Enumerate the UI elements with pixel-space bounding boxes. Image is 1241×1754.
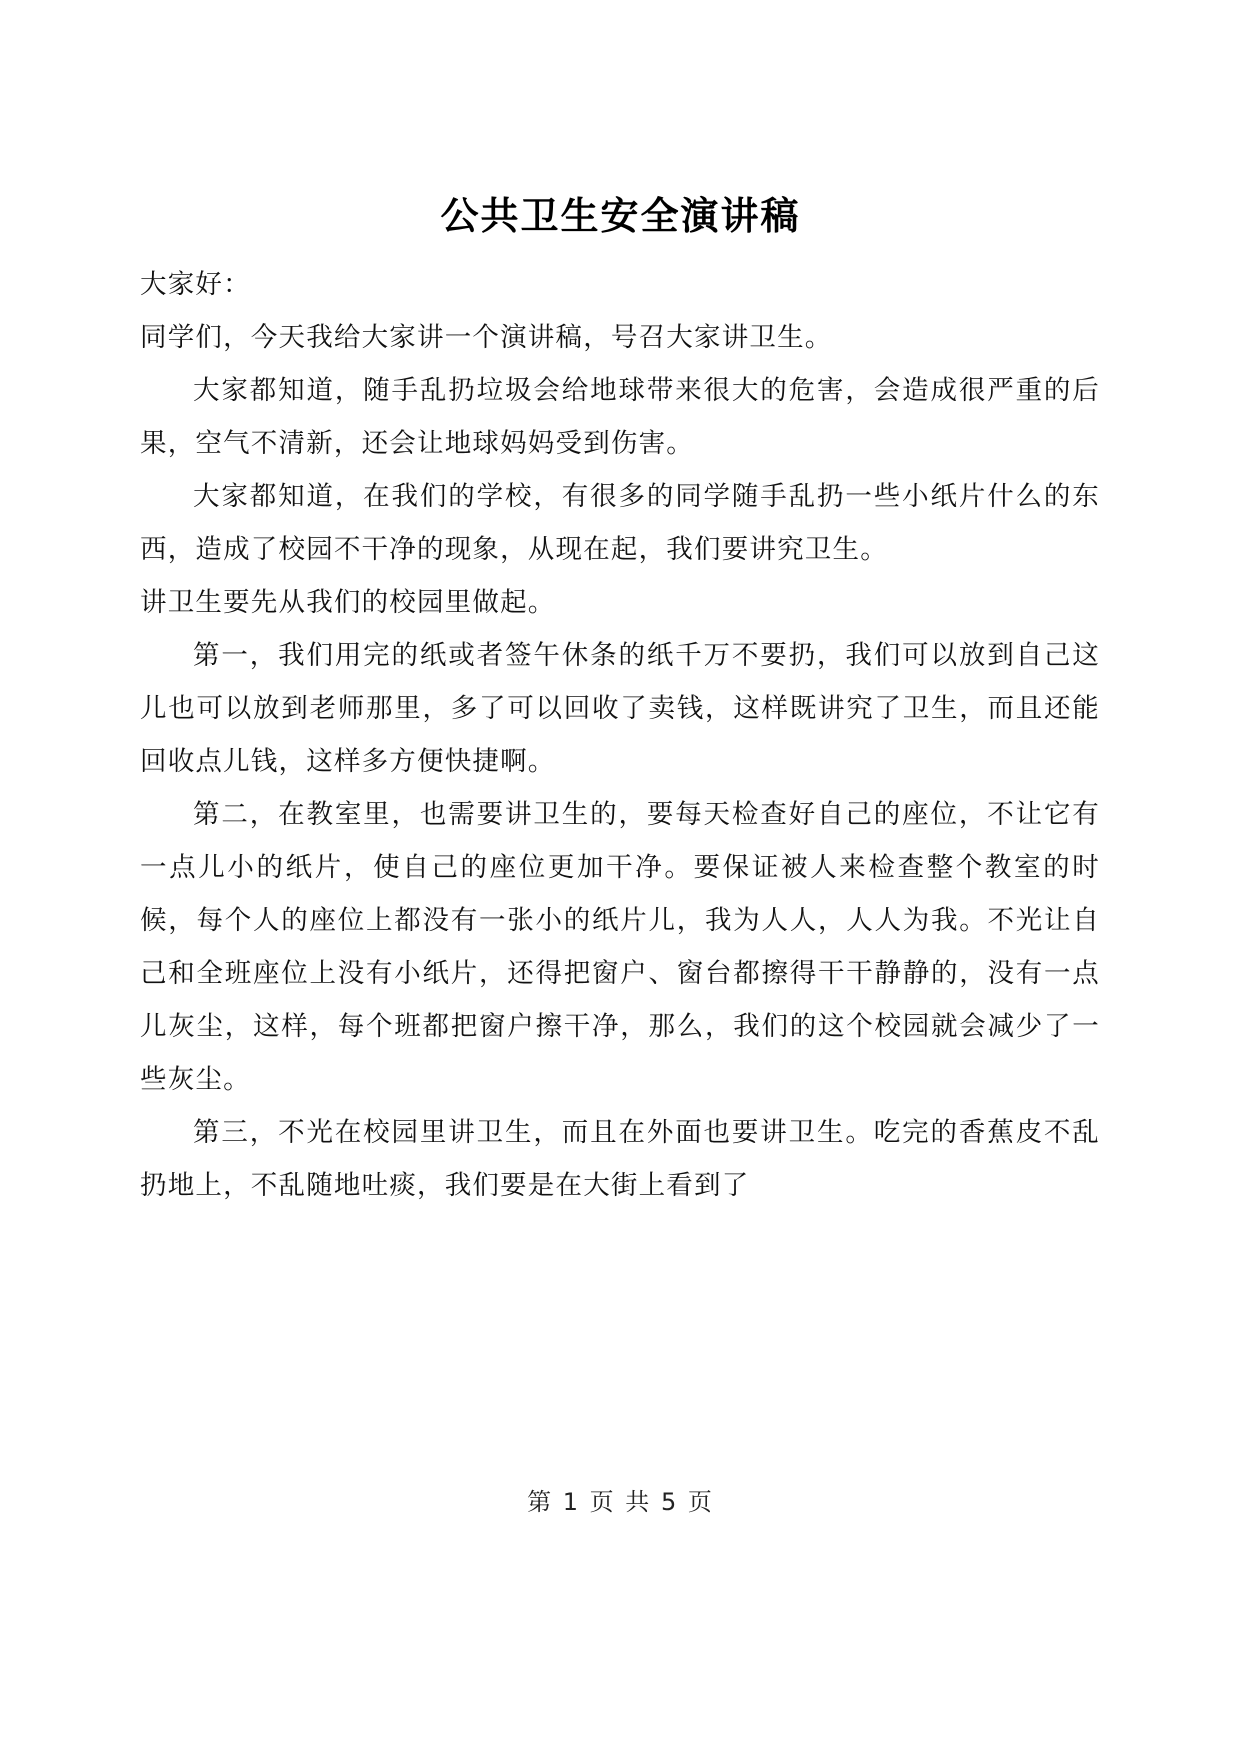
document-body <box>140 258 1100 1212</box>
paragraph-5: 第一，我们用完的纸或者签午休条的纸千万不要扔，我们可以放到自己这儿也可以放到老师那里，多了可以回收了卖钱，这样既讲究了卫生，而且还能回收点儿钱，这样多方便快捷啊。 <box>140 640 1100 777</box>
paragraph-6: 第二，在教室里，也需要讲卫生的，要每天检查好自己的座位，不让它有一点儿小的纸片，使自己的座位更加干净。要保证被人来检查整个教室的时候，每个人的座位上都没有一张小的纸片儿，我为人人，人人为我。不光让自己和全班座位上没有小纸片，还得把窗户、窗台都擦得干干静静的，没有一点儿灰尘，这样，每个班都把窗户擦干净，那么，我们的这个校园就会减少了一些灰尘。 <box>140 799 1100 1095</box>
paragraph-3: 大家都知道，在我们的学校，有很多的同学随手乱扔一些小纸片什么的东西，造成了校园不干净的现象，从现在起，我们要讲究卫生。 <box>140 481 1100 565</box>
paragraph-2: 大家都知道，随手乱扔垃圾会给地球带来很大的危害，会造成很严重的后果，空气不清新，还会让地球妈妈受到伤害。 <box>140 375 1100 459</box>
page-title: 公共卫生安全演讲稿 <box>440 194 801 238</box>
paragraph-greeting: 大家好： <box>140 269 251 300</box>
paragraph-4: 讲卫生要先从我们的校园里做起。 <box>140 587 556 618</box>
paragraph-1: 同学们，今天我给大家讲一个演讲稿，号召大家讲卫生。 <box>140 322 833 353</box>
paragraph-7: 第三，不光在校园里讲卫生，而且在外面也要讲卫生。吃完的香蕉皮不乱扔地上，不乱随地吐痰，我们要是在大街上看到了 <box>140 1117 1100 1201</box>
page-footer: 第 1 页 共 5 页 <box>527 1488 714 1516</box>
